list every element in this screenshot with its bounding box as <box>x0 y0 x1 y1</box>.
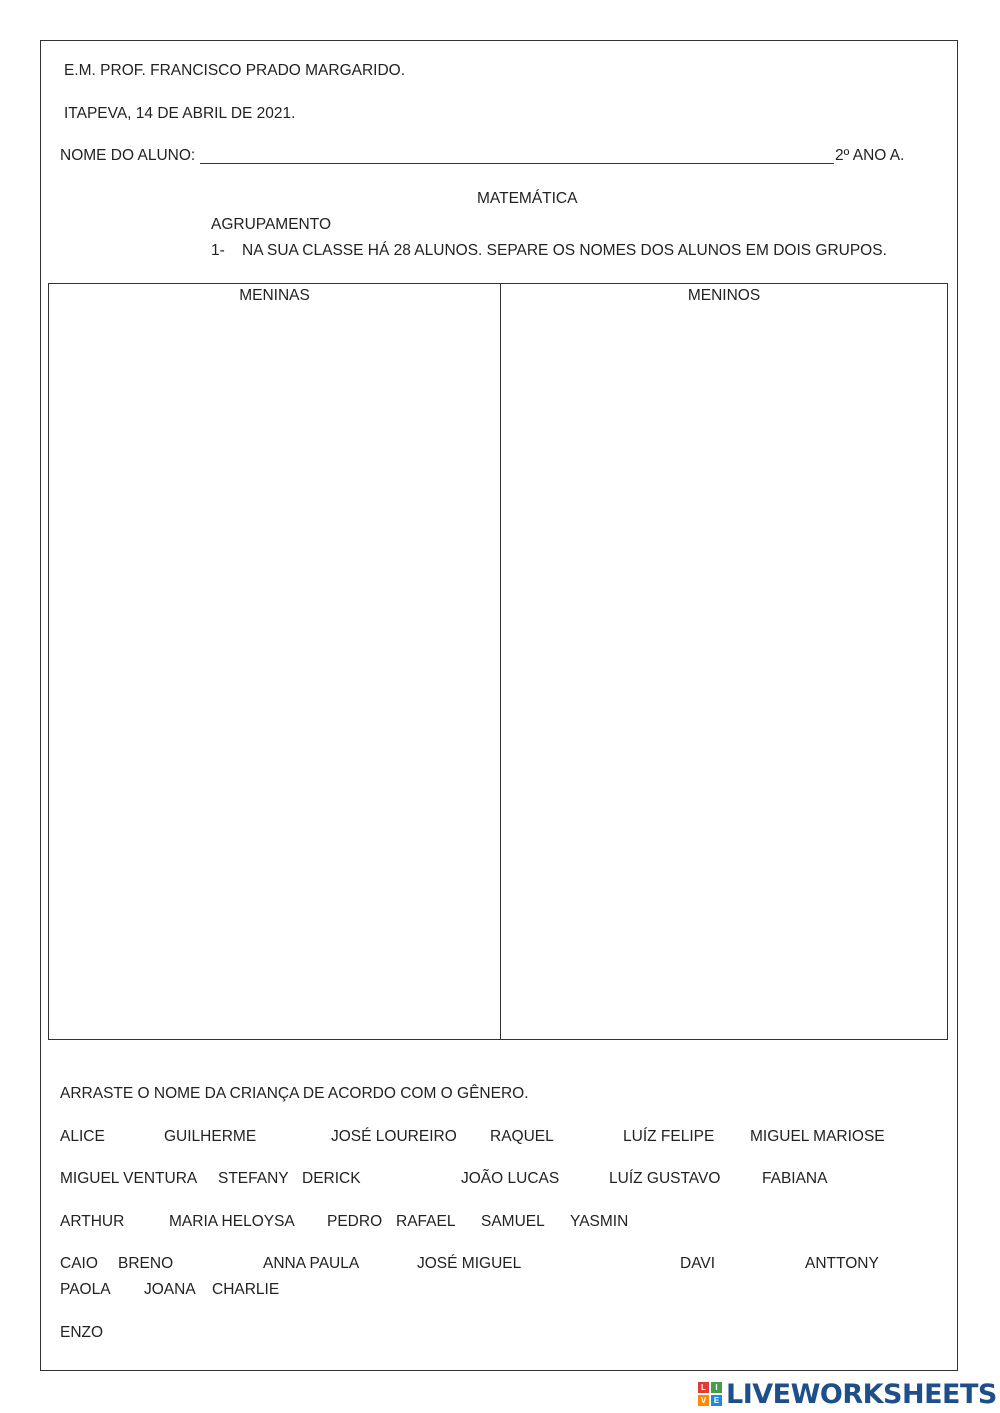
logo-text: LIVEWORKSHEETS <box>726 1378 997 1410</box>
question-number: 1- <box>211 242 225 259</box>
draggable-name[interactable]: JOSÉ MIGUEL <box>417 1255 522 1272</box>
question-text: NA SUA CLASSE HÁ 28 ALUNOS. SEPARE OS NOMES DOS ALUNOS EM DOIS GRUPOS. <box>242 242 887 259</box>
drop-zone-boys[interactable] <box>501 284 947 1039</box>
topic-title: AGRUPAMENTO <box>211 216 331 233</box>
logo-tile: I <box>711 1382 722 1393</box>
draggable-name[interactable]: MARIA HELOYSA <box>169 1213 295 1230</box>
student-name-line[interactable] <box>200 163 834 164</box>
logo-tile: E <box>711 1395 722 1406</box>
draggable-name[interactable]: ARTHUR <box>60 1213 125 1230</box>
sorting-table <box>48 283 948 1040</box>
draggable-name[interactable]: DAVI <box>680 1255 716 1272</box>
draggable-name[interactable]: JOSÉ LOUREIRO <box>331 1128 457 1145</box>
draggable-name[interactable]: ANNA PAULA <box>263 1255 360 1272</box>
draggable-name[interactable]: ANTTONY <box>805 1255 879 1272</box>
draggable-name[interactable]: PEDRO <box>327 1213 383 1230</box>
draggable-name[interactable]: LUÍZ GUSTAVO <box>609 1170 721 1187</box>
draggable-name[interactable]: LUÍZ FELIPE <box>623 1128 715 1145</box>
draggable-name[interactable]: CHARLIE <box>212 1281 280 1298</box>
draggable-name[interactable]: MIGUEL MARIOSE <box>750 1128 885 1145</box>
draggable-name[interactable]: FABIANA <box>762 1170 828 1187</box>
draggable-name[interactable]: RAQUEL <box>490 1128 554 1145</box>
draggable-name[interactable]: CAIO <box>60 1255 98 1272</box>
liveworksheets-logo <box>698 1378 997 1410</box>
school-name: E.M. PROF. FRANCISCO PRADO MARGARIDO. <box>64 62 406 79</box>
draggable-name[interactable]: JOÃO LUCAS <box>461 1170 560 1187</box>
draggable-name[interactable]: GUILHERME <box>164 1128 257 1145</box>
drop-zone-girls[interactable] <box>49 284 500 1039</box>
logo-tiles-icon <box>698 1382 722 1406</box>
date-line: ITAPEVA, 14 DE ABRIL DE 2021. <box>64 105 296 122</box>
grade-label: 2º ANO A. <box>835 147 905 164</box>
column-header-girls: MENINAS <box>239 287 310 304</box>
subject-title: MATEMÁTICA <box>477 190 578 207</box>
column-header-boys: MENINOS <box>687 287 761 304</box>
draggable-name[interactable]: RAFAEL <box>396 1213 456 1230</box>
instruction-text: ARRASTE O NOME DA CRIANÇA DE ACORDO COM O GÊNERO. <box>60 1085 529 1102</box>
student-name-label: NOME DO ALUNO: <box>60 147 196 164</box>
draggable-name[interactable]: MIGUEL VENTURA <box>60 1170 198 1187</box>
logo-tile: L <box>698 1382 709 1393</box>
draggable-name[interactable]: YASMIN <box>570 1213 629 1230</box>
draggable-name[interactable]: STEFANY <box>218 1170 289 1187</box>
draggable-name[interactable]: ENZO <box>60 1324 104 1341</box>
draggable-name[interactable]: DERICK <box>302 1170 361 1187</box>
draggable-name[interactable]: PAOLA <box>60 1281 111 1298</box>
draggable-name[interactable]: BRENO <box>118 1255 174 1272</box>
draggable-name[interactable]: JOANA <box>144 1281 196 1298</box>
logo-tile: V <box>698 1395 709 1406</box>
draggable-name[interactable]: ALICE <box>60 1128 105 1145</box>
draggable-name[interactable]: SAMUEL <box>481 1213 545 1230</box>
